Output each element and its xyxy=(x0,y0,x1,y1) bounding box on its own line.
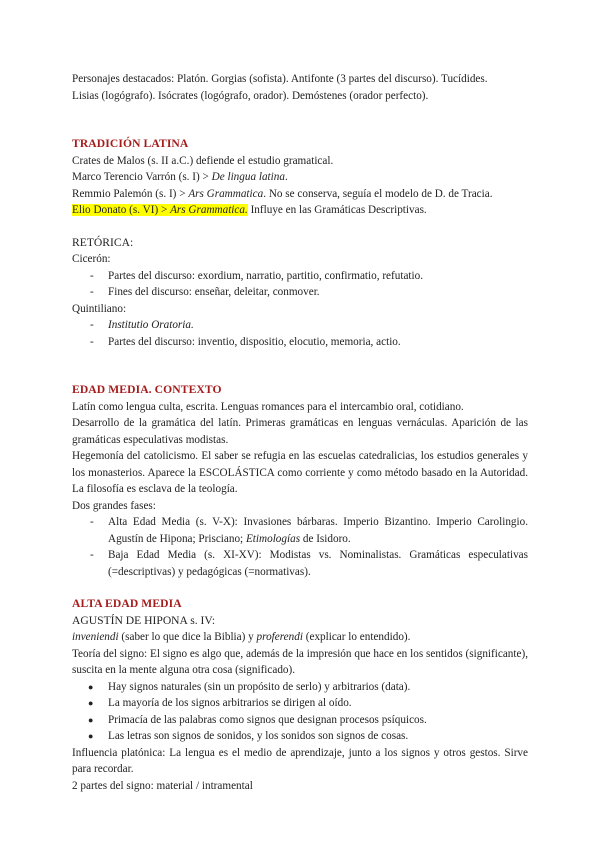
edad-media-p2: Desarrollo de la gramática del latín. Primeras gramáticas en lenguas vernáculas. Aparición de las gramáticas especulativas modistas. xyxy=(72,417,528,446)
elio-highlight xyxy=(72,204,248,216)
fases-list xyxy=(72,514,528,580)
remmio-line xyxy=(72,186,528,203)
ciceron-list xyxy=(72,268,528,301)
varron-title: De lingua latina xyxy=(211,171,285,183)
elio-pre: Elio Donato (s. VI) > xyxy=(72,204,171,216)
institutio-title: Institutio Oratoria. xyxy=(108,319,194,331)
heading-alta-edad-media: ALTA EDAD MEDIA xyxy=(72,597,182,610)
intro-line-2: Lisias (logógrafo). Isócrates (logógrafo, orador). Demóstenes (orador perfecto). xyxy=(72,89,429,102)
heading-edad-media: EDAD MEDIA. CONTEXTO xyxy=(72,383,222,396)
remmio-pre: Remmio Palemón (s. I) > xyxy=(72,187,189,200)
fase-item xyxy=(72,514,528,547)
heading-tradicion-latina: TRADICIÓN LATINA xyxy=(72,137,189,150)
inveniendi-post: (explicar lo entendido). xyxy=(302,631,411,643)
bullet-item: ● Las letras son signos de sonidos, y los sonidos son signos de cosas. xyxy=(72,728,528,745)
fase1-pre: Alta Edad Media (s. V-X): Invasiones bárbaras. Imperio Bizantino. Imperio Carolingio. Agustín de Hipona; Prisciano; xyxy=(108,516,528,545)
teoria-signo: Teoría del signo: El signo es algo que, además de la impresión que hace en los sentidos (significante), suscita en la mente alguna otra cosa (significado). xyxy=(72,647,528,676)
inveniendi-mid: (saber lo que dice la Biblia) y xyxy=(118,631,257,643)
signo-bullets xyxy=(72,679,528,745)
bullet-item: ● Hay signos naturales (sin un propósito de serlo) y arbitrarios (data). xyxy=(72,679,528,696)
elio-title: Ars Grammatica. xyxy=(170,204,248,216)
ciceron-item: - Partes del discurso: exordium, narratio, partitio, confirmatio, refutatio. xyxy=(72,268,528,285)
crates-line: Crates de Malos (s. II a.C.) defiende el estudio gramatical. xyxy=(72,154,334,167)
inveniendi-word: inveniendi xyxy=(72,631,119,643)
varron-line xyxy=(72,169,528,186)
remmio-title: Ars Grammatica xyxy=(188,187,264,200)
etimologias-title: Etimologías xyxy=(245,532,301,545)
remmio-post: . No se conserva, seguía el modelo de D. de Tracia. xyxy=(263,187,493,200)
quintiliano-list xyxy=(72,317,528,350)
ciceron-item: - Fines del discurso: enseñar, deleitar, conmover. xyxy=(72,284,528,301)
inveniendi-line xyxy=(72,629,528,646)
bullet-item: ● Primacía de las palabras como signos que designan procesos psíquicos. xyxy=(72,712,528,729)
document-page xyxy=(72,71,528,794)
fase-item: - Baja Edad Media (s. XI-XV): Modistas vs. Nominalistas. Gramáticas especulativas (=descriptivas) y pedagógicas (=normativas). xyxy=(72,547,528,580)
quintiliano-item: - Partes del discurso: inventio, dispositio, elocutio, memoria, actio. xyxy=(72,334,528,351)
influencia-platonica: Influencia platónica: La lengua es el medio de aprendizaje, junto a los signos y otros gestos. Sirve para recordar. xyxy=(72,746,528,775)
bullet-item: ● La mayoría de los signos arbitrarios se dirigen al oído. xyxy=(72,695,528,712)
intro-line-1: Personajes destacados: Platón. Gorgias (sofista). Antifonte (3 partes del discurso). Tucídides. xyxy=(72,73,488,85)
elio-post: Influye en las Gramáticas Descriptivas. xyxy=(247,204,427,216)
partes-signo: 2 partes del signo: material / intramental xyxy=(72,779,253,792)
edad-media-p1: Latín como lengua culta, escrita. Lenguas romances para el intercambio oral, cotidiano. xyxy=(72,400,464,413)
quintiliano-label: Quintiliano: xyxy=(72,302,127,315)
heading-retorica: RETÓRICA: xyxy=(72,235,134,249)
proferendi-word: proferendi xyxy=(256,631,303,643)
ciceron-label: Cicerón: xyxy=(72,253,111,265)
edad-media-p3: Hegemonía del catolicismo. El saber se refugia en las escuelas catedralicias, los estudios generales y los monasterios. Aparece la ESCOLÁSTICA como corriente y como método basado en la Autoridad. La filosofía es esclava de la teología. xyxy=(72,450,528,495)
agustin-heading: AGUSTÍN DE HIPONA s. IV: xyxy=(72,613,216,627)
elio-line xyxy=(72,202,528,219)
varron-pre: Marco Terencio Varrón (s. I) > xyxy=(72,171,212,183)
varron-post: . xyxy=(284,171,288,183)
fase1-post: de Isidoro. xyxy=(300,532,351,545)
quintiliano-item xyxy=(72,317,528,334)
fases-label: Dos grandes fases: xyxy=(72,499,156,512)
